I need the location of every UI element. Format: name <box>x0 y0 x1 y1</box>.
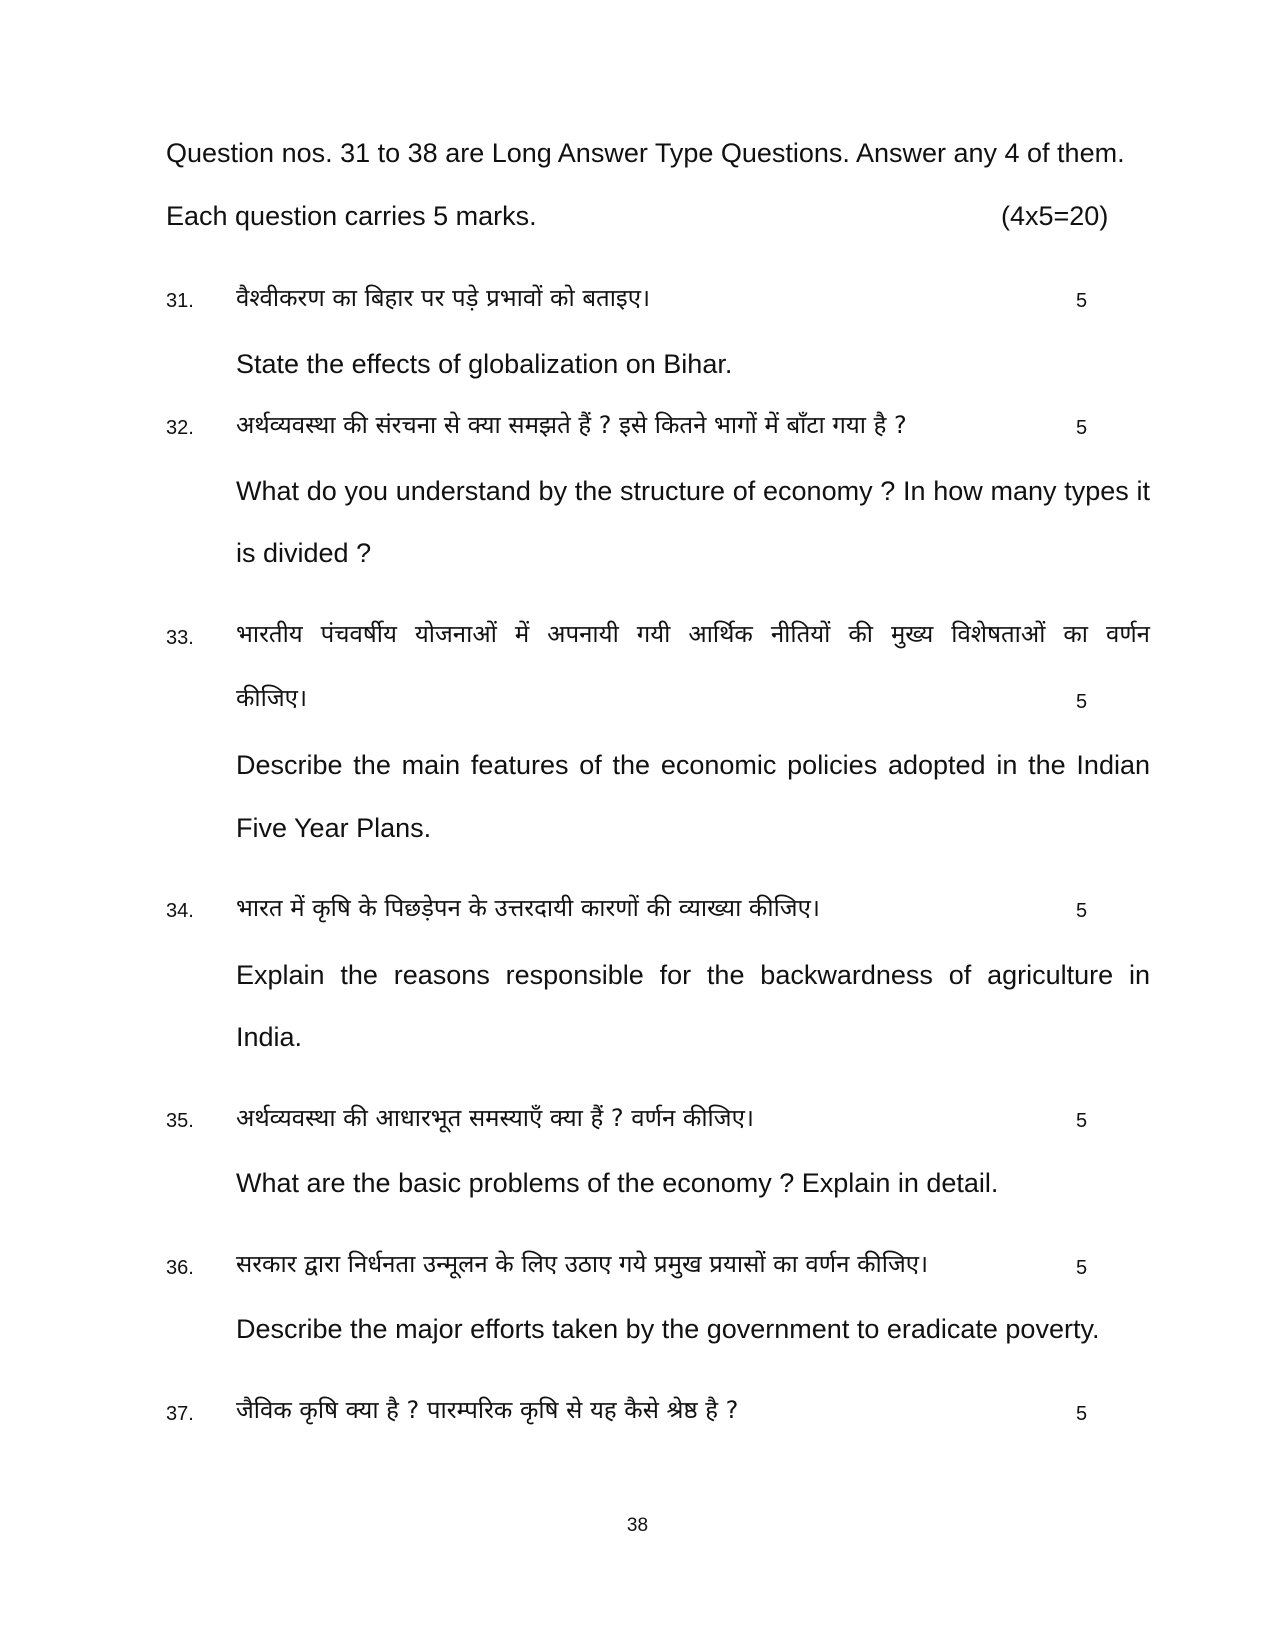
question-english-text: Describe the major efforts taken by the government to eradicate poverty. <box>236 1314 1100 1344</box>
question-english-text: State the effects of globalization on Bihar. <box>236 349 733 379</box>
question-marks: 5 <box>1076 1110 1088 1132</box>
question-number: 35. <box>166 1110 194 1132</box>
question-english-text: Five Year Plans. <box>236 813 432 843</box>
question-number: 33. <box>166 627 194 649</box>
question-hindi-text: वैश्वीकरण का बिहार पर पड़े प्रभावों को बताइए। <box>236 284 651 312</box>
question-english-text: Explain the reasons responsible for the backwardness of agriculture in <box>236 960 1150 990</box>
question-marks: 5 <box>1076 1257 1088 1279</box>
instructions-line-1: Question nos. 31 to 38 are Long Answer Type Questions. Answer any 4 of them. <box>166 138 1125 168</box>
question-marks: 5 <box>1076 691 1088 713</box>
question-marks: 5 <box>1076 1403 1088 1425</box>
question-english-text: is divided ? <box>236 538 372 568</box>
instructions-line-2: Each question carries 5 marks. <box>166 201 537 231</box>
question-marks: 5 <box>1076 900 1088 922</box>
page-number: 38 <box>626 1515 649 1536</box>
question-english-text: India. <box>236 1022 303 1052</box>
marks-scheme: (4x5=20) <box>1001 201 1109 231</box>
question-hindi-text: कीजिए। <box>236 684 308 712</box>
question-hindi-text: जैविक कृषि क्या है ? पारम्परिक कृषि से यह कैसे श्रेष्ठ है ? <box>236 1396 739 1424</box>
question-marks: 5 <box>1076 290 1088 312</box>
question-hindi-text: सरकार द्वारा निर्धनता उन्मूलन के लिए उठाए गये प्रमुख प्रयासों का वर्णन कीजिए। <box>236 1250 929 1278</box>
question-number: 32. <box>166 417 194 439</box>
question-marks: 5 <box>1076 417 1088 439</box>
question-number: 37. <box>166 1403 194 1425</box>
question-number: 31. <box>166 290 194 312</box>
question-english-text: What do you understand by the structure of economy ? In how many types it <box>236 476 1150 506</box>
question-hindi-text: भारतीय पंचवर्षीय योजनाओं में अपनायी गयी आर्थिक नीतियों की मुख्य विशेषताओं का वर्णन <box>236 620 1150 648</box>
question-english-text: What are the basic problems of the economy ? Explain in detail. <box>236 1168 999 1198</box>
question-number: 36. <box>166 1257 194 1279</box>
question-hindi-text: भारत में कृषि के पिछड़ेपन के उत्तरदायी कारणों की व्याख्या कीजिए। <box>236 894 820 922</box>
question-hindi-text: अर्थव्यवस्था की आधारभूत समस्याएँ क्या हैं ? वर्णन कीजिए। <box>236 1104 754 1132</box>
question-english-text: Describe the main features of the economic policies adopted in the Indian <box>236 750 1150 780</box>
question-number: 34. <box>166 900 194 922</box>
question-hindi-text: अर्थव्यवस्था की संरचना से क्या समझते हैं ? इसे कितने भागों में बाँटा गया है ? <box>236 411 907 439</box>
